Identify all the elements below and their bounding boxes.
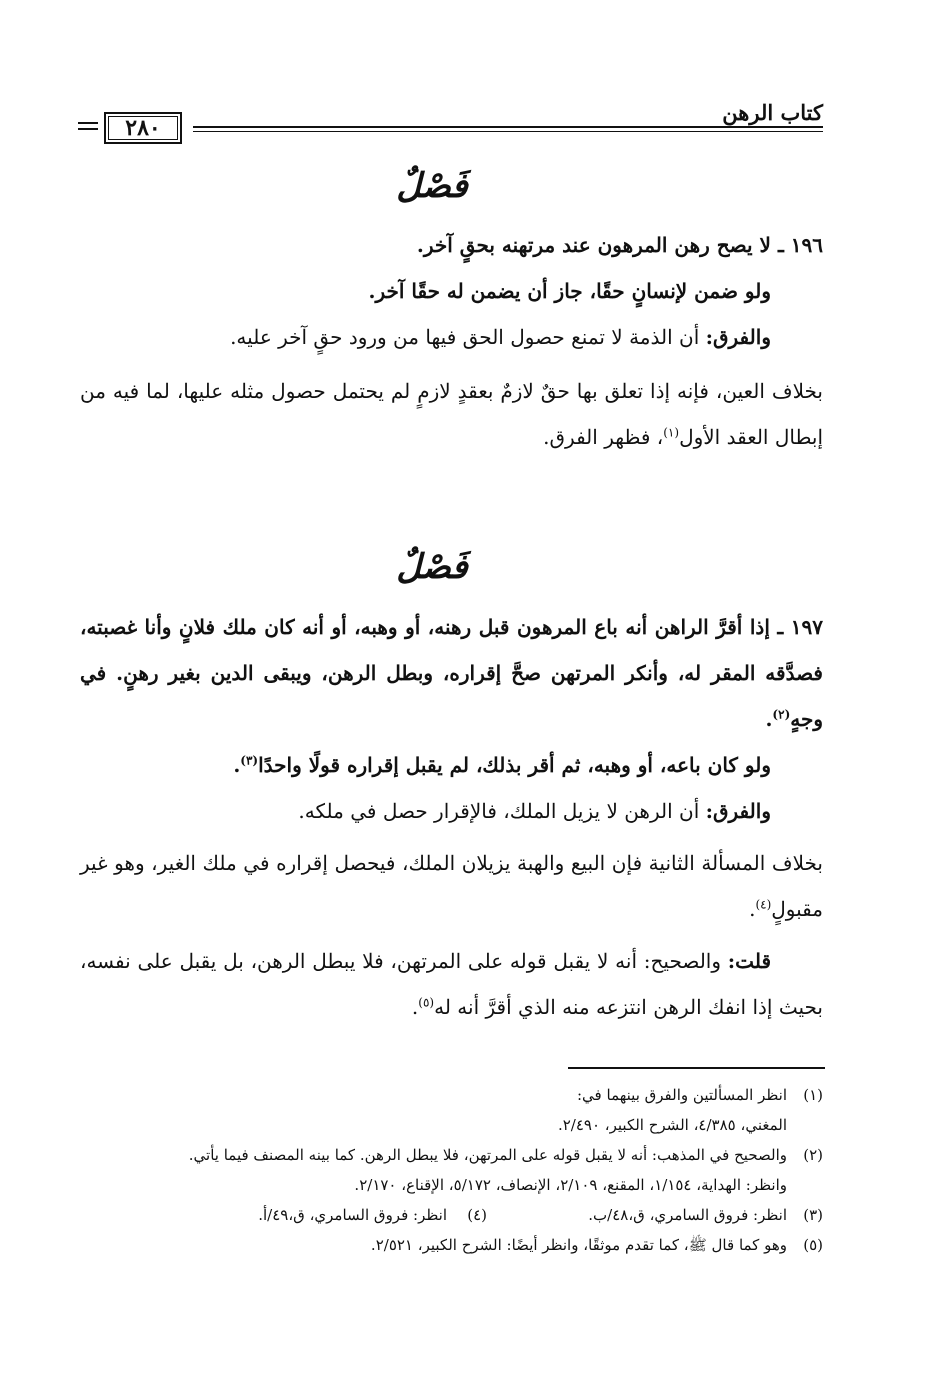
section-heading-1: فَصْلٌ	[396, 166, 468, 206]
paragraph-2: بخلاف المسألة الثانية فإن البيع والهبة يزيلان الملك، فيحصل إقراره في ملك الغير، وهو غير مقبولٍ$^{(٤)}$.	[80, 851, 823, 921]
issue-number: ١٩٦ ـ	[777, 233, 823, 257]
footnote-ref: (٤)	[755, 897, 772, 912]
farq-label: والفرق:	[705, 799, 771, 823]
footnote-body	[80, 1230, 787, 1260]
issue-text-2: ولو كان باعه، أو وهبه، ثم أقر بذلك، لم يقبل إقراره قولًا واحدًا	[258, 753, 771, 777]
footnote-number: (٤)	[467, 1206, 487, 1224]
issue-text: لا يصح رهن المرهون عند مرتهنه بحقٍ آخر.	[416, 233, 771, 257]
farq-text: أن الذمة لا تمنع حصول الحق فيها من ورود حقٍ آخر عليه.	[230, 325, 700, 349]
paragraph-end: ، فظهر الفرق.	[543, 425, 664, 449]
issue-196-line	[80, 222, 823, 268]
footnote-number: (١)	[803, 1086, 823, 1104]
footnote-number: (٢)	[803, 1146, 823, 1164]
footnotes	[80, 1080, 823, 1260]
farq-paragraph-1	[80, 314, 823, 360]
footnote-5	[80, 1230, 823, 1260]
qult-label: قلت:	[727, 949, 771, 973]
qult-text: والصحيح: أنه لا يقبل قوله على المرتهن، فلا يبطل الرهن، بل يقبل على نفسه، بحيث إذا انفك الرهن انتزعه منه الذي أقرَّ أنه له	[80, 949, 823, 1019]
issue-number: ١٩٧ ـ	[777, 615, 823, 639]
footnote-body	[80, 1140, 787, 1200]
footnote-line: المغني، ٤/٣٨٥، الشرح الكبير، ٢/٤٩٠.	[557, 1116, 787, 1134]
page-number: ٢٨٠	[125, 115, 161, 141]
footnote-separator	[568, 1067, 825, 1069]
footnote-number: (٥)	[803, 1236, 823, 1254]
farq-text: أن الرهن لا يزيل الملك، فالإقرار حصل في ملكه.	[298, 799, 700, 823]
issue-197-line-2: ولو كان باعه، أو وهبه، ثم أقر بذلك، لم يقبل إقراره قولًا واحدًا$^{(٣)}$.	[233, 753, 771, 777]
issue-196-line-2: ولو ضمن لإنسانٍ حقًا، جاز أن يضمن له حقًا آخر.	[368, 279, 771, 303]
qult-paragraph: قلت: والصحيح: أنه لا يقبل قوله على المرتهن، فلا يبطل الرهن، بل يقبل على نفسه، بحيث إذا انفك الرهن انتزعه منه الذي أقرَّ أنه له$^{(٥)}$.	[80, 949, 823, 1019]
issue-text: إذا أقرَّ الراهن أنه باع المرهون قبل رهنه، أو وهبه، أو أنه كان ملك فلانٍ وأنا غصبته، فصدَّقه المقر له، وأنكر المرتهن صحَّ إقراره، وبطل الرهن، ويبقى الدين بغير رهنٍ. في وجهٍ	[80, 615, 823, 731]
footnote-ref: (١)	[663, 425, 680, 440]
footnote-3	[80, 1200, 823, 1230]
issue-197-text: ١٩٧ ـ إذا أقرَّ الراهن أنه باع المرهون قبل رهنه، أو وهبه، أو أنه كان ملك فلانٍ وأنا غصبته، فصدَّقه المقر له، وأنكر المرتهن صحَّ إقراره، وبطل الرهن، ويبقى الدين بغير رهنٍ. في وجهٍ$^{(٢)}$.	[80, 615, 823, 731]
footnote-ref: (٣)	[240, 753, 259, 768]
paragraph-1	[80, 368, 823, 460]
footnote-2	[80, 1140, 823, 1200]
issue-196	[80, 222, 823, 460]
footnote-line: وانظر: الهداية، ١/١٥٤، المقنع، ٢/١٠٩، الإنصاف، ٥/١٧٢، الإقناع، ٢/١٧٠.	[354, 1176, 787, 1194]
footnote-line: انظر المسألتين والفرق بينهما في:	[577, 1086, 787, 1104]
page-number-frame	[104, 112, 182, 144]
footnote-line: والصحيح في المذهب: أنه لا يقبل قوله على المرتهن، فلا يبطل الرهن. كما بينه المصنف فيما يأتي.	[188, 1146, 787, 1164]
footnote-line: انظر: فروق السامري، ق،٤٩/أ.	[258, 1206, 447, 1224]
header-dash-2	[78, 128, 98, 130]
farq-label: والفرق:	[705, 325, 771, 349]
footnote-ref: (٢)	[772, 707, 791, 722]
footnote-number: (٣)	[803, 1206, 823, 1224]
footnote-ref: (٥)	[418, 995, 435, 1010]
farq-paragraph-2	[80, 788, 823, 834]
book-title: كتاب الرهن	[722, 100, 823, 125]
issue-197	[80, 604, 823, 1030]
paragraph-text: بخلاف المسألة الثانية فإن البيع والهبة يزيلان الملك، فيحصل إقراره في ملك الغير، وهو غير مقبولٍ	[80, 851, 823, 921]
page-header	[78, 78, 823, 141]
footnote-body	[80, 1200, 787, 1230]
header-dash	[78, 122, 98, 124]
header-rule-thin	[193, 131, 823, 132]
paragraph-text: بخلاف العين، فإنه إذا تعلق بها حقٌ لازمٌ بعقدٍ لازمٍ لم يحتمل حصول مثله عليها، لما فيه من إبطال العقد الأول	[80, 379, 823, 449]
footnote-line: انظر: فروق السامري، ق،٤٨/ب.	[588, 1206, 787, 1224]
footnote-body	[80, 1080, 787, 1140]
section-heading-2: فَصْلٌ	[396, 547, 468, 587]
footnote-1	[80, 1080, 823, 1140]
header-rule	[193, 126, 823, 128]
footnote-line: وهو كما قال ﷺ، كما تقدم موثقًا، وانظر أيضًا: الشرح الكبير، ٢/٥٢١.	[370, 1236, 787, 1254]
